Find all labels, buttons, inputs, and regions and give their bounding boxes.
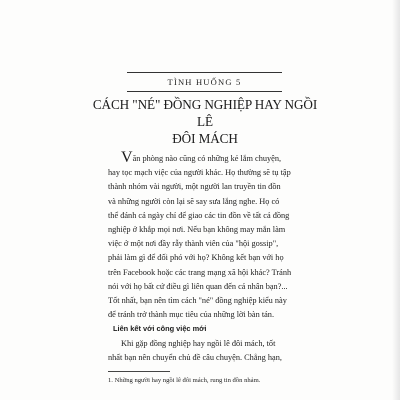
text-line: để tránh trở thành mục tiêu của những lời bàn tán. [108, 310, 275, 320]
paragraph [108, 149, 308, 322]
drop-cap: V [121, 149, 133, 166]
footnote: 1. Những người hay ngồi lê đôi mách, rung tin đồn nhảm. [108, 377, 261, 384]
body-text [108, 149, 308, 322]
text-line: thể đánh cả ngày chỉ để giao các tin đồn về tất cả đồng [108, 210, 290, 220]
text-line: trên Facebook hoặc các trang mạng xã hội khác? Tránh [108, 267, 292, 277]
text-line: việc ở một nơi đầy rẫy thành viên của "hội gossip", [108, 239, 279, 249]
text-line: và những người còn lại sẽ say sưa lắng nghe. Họ có [108, 196, 280, 206]
text-line: Tốt nhất, bạn nên tìm cách "né" đồng nghiệp kiểu này [108, 296, 287, 306]
chapter-label: TÌNH HUỐNG 5 [167, 77, 242, 87]
section-subheading: Liên kết với công việc mới [113, 324, 207, 333]
text-line: hay tọc mạch việc của người khác. Họ thường sẽ tụ tập [108, 168, 291, 178]
footnote-divider [108, 371, 170, 372]
chapter-title-line: CÁCH "NÉ" ĐỒNG NGHIỆP HAY NGỒI LÊ [92, 97, 318, 129]
text-line: phải làm gì để đối phó với họ? Không kết bạn với họ [108, 253, 284, 263]
chapter-title-line: ĐÔI MÁCH [172, 131, 238, 146]
text-line: nhất bạn nên chuyển chủ đề câu chuyện. Chẳng hạn, [108, 353, 282, 363]
chapter-header [127, 72, 282, 92]
text-line: nói với họ bất cứ điều gì liên quan đến cá nhân bạn?... [108, 281, 288, 291]
text-line [108, 149, 308, 166]
text-line: thành nhóm vài người, một người lan truyền tin đồn [108, 182, 281, 192]
body-text-continued [108, 337, 308, 365]
text-line: Khi gặp đồng nghiệp hay ngồi lê đôi mách, tốt [121, 339, 276, 348]
chapter-title [90, 96, 320, 147]
text-line: nghiệp ở khắp mọi nơi. Nếu bạn không may mắn làm [108, 225, 286, 235]
page-gutter-shadow [392, 0, 400, 400]
text-line-rest: ăn phòng nào cũng có những kẻ lắm chuyện, [132, 154, 282, 163]
